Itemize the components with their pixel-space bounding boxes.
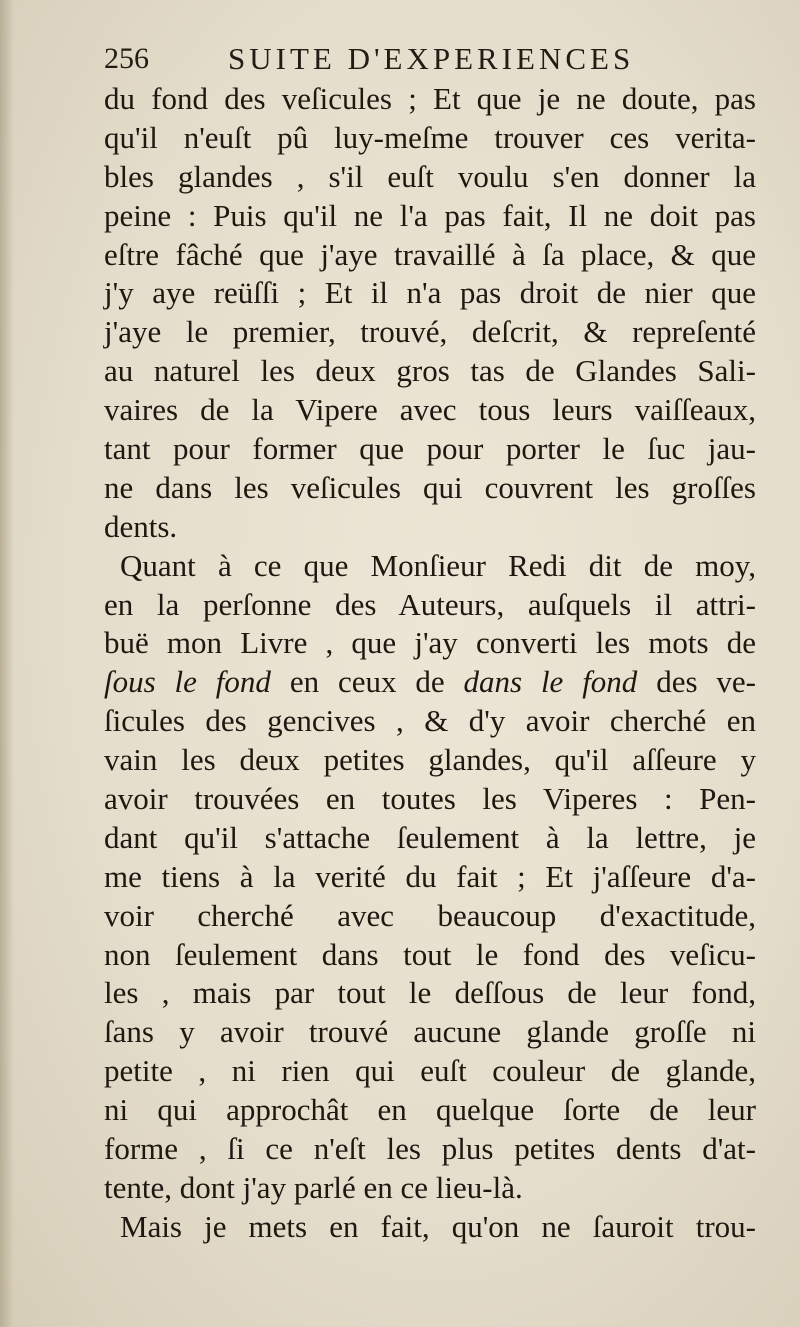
text-line: voir cherché avec beaucoup d'exactitude,	[104, 897, 756, 933]
running-head: SUITE D'EXPERIENCES	[228, 41, 635, 76]
italic-phrase: ſous le fond	[104, 664, 271, 700]
text-line: bles glandes , s'il euſt voulu s'en donner la	[104, 158, 756, 194]
text-line: tente, dont j'ay parlé en ce lieu-là.	[104, 1169, 523, 1205]
text-line: forme , ſi ce n'eſt les plus petites dents d'at-	[104, 1131, 756, 1167]
text-line: au naturel les deux gros tas de Glandes Sali-	[104, 353, 756, 389]
text-line: les , mais par tout le deſſous de leur fond,	[104, 975, 756, 1011]
text-line: qu'il n'euſt pû luy-meſme trouver ces verita-	[104, 119, 756, 155]
text-line: vain les deux petites glandes, qu'il aſſeure y	[104, 742, 756, 778]
text-line-with-italics	[104, 663, 756, 702]
text-line: ſans y avoir trouvé aucune glande groſſe ni	[104, 1014, 756, 1050]
text-line: du fond des veſicules ; Et que je ne doute, pas	[104, 81, 756, 116]
page-gutter-shadow	[0, 0, 14, 1327]
text-line: ni qui approchât en quelque ſorte de leur	[104, 1092, 756, 1128]
text-line: dant qu'il s'attache ſeulement à la lettre, je	[104, 819, 756, 855]
text-line: me tiens à la verité du fait ; Et j'aſſeure d'a-	[104, 858, 756, 894]
text-line: petite , ni rien qui euſt couleur de glande,	[104, 1053, 756, 1089]
page-header	[104, 38, 664, 80]
text-line: non ſeulement dans tout le fond des veſicu-	[104, 936, 756, 972]
text-fragment: en ceux de	[270, 664, 464, 700]
text-line: ne dans les veſicules qui couvrent les groſſes	[104, 469, 756, 505]
text-line: vaires de la Vipere avec tous leurs vaiſſeaux,	[104, 392, 756, 428]
text-line: j'y aye reüſſi ; Et il n'a pas droit de nier que	[104, 275, 756, 311]
text-line: en la perſonne des Auteurs, auſquels il attri-	[104, 586, 756, 622]
page-number: 256	[104, 42, 149, 75]
text-line: dents.	[104, 508, 178, 544]
text-line: avoir trouvées en toutes les Viperes : Pen-	[104, 781, 756, 817]
text-line: eſtre fâché que j'aye travaillé à ſa place, & que	[104, 236, 756, 272]
text-line: peine : Puis qu'il ne l'a pas fait, Il ne doit pas	[104, 197, 756, 233]
text-line: ſicules des gencives , & d'y avoir cherché en	[104, 703, 756, 739]
paragraph-start-line: Mais je mets en fait, qu'on ne ſauroit trou-	[120, 1208, 756, 1244]
text-line: j'aye le premier, trouvé, deſcrit, & repreſenté	[104, 314, 756, 350]
paragraph-start-line: Quant à ce que Monſieur Redi dit de moy,	[120, 547, 756, 583]
text-line: tant pour former que pour porter le ſuc jau-	[104, 431, 756, 467]
body-text	[104, 80, 756, 1247]
text-fragment: des ve-	[637, 664, 756, 700]
text-line: buë mon Livre , que j'ay converti les mots de	[104, 625, 756, 661]
italic-phrase: dans le fond	[463, 664, 638, 700]
